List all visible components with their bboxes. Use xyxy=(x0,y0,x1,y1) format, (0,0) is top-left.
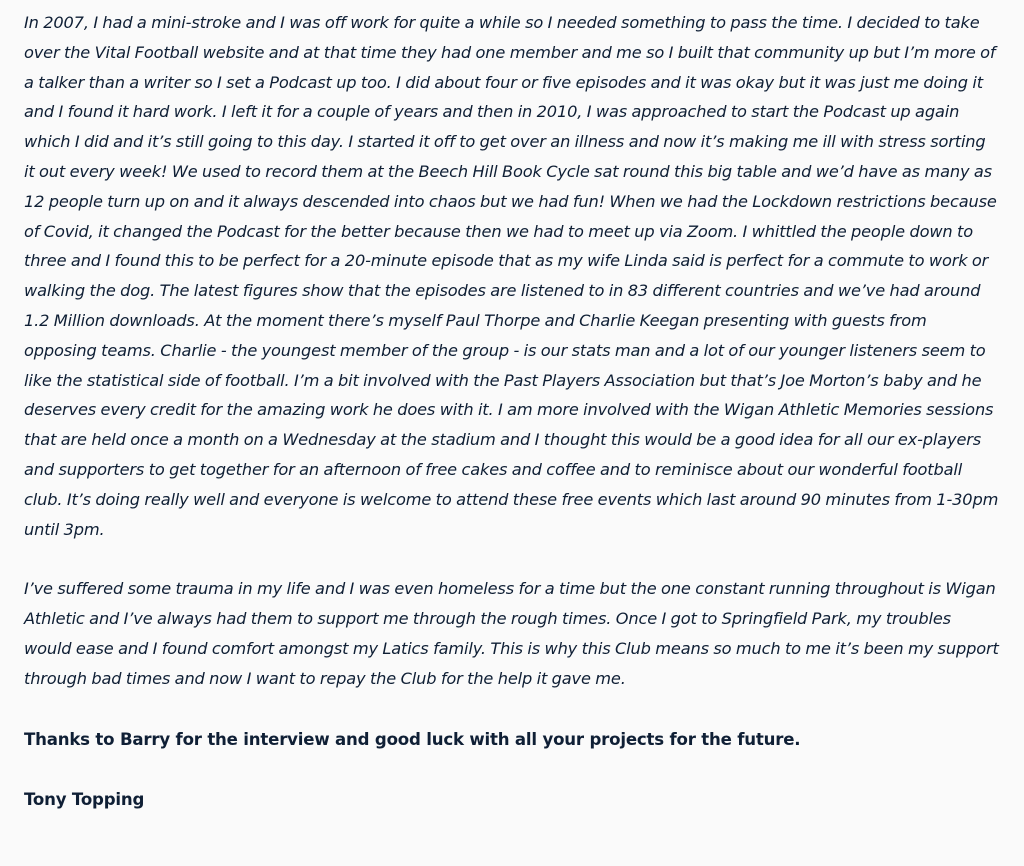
thanks-note: Thanks to Barry for the interview and good luck with all your projects for the future. xyxy=(24,729,801,749)
author-signature: Tony Topping xyxy=(24,789,145,809)
article-paragraph-support: I’ve suffered some trauma in my life and I was even homeless for a time but the one constant running throughout is Wigan Athletic and I’ve always had them to support me through the rough times. Once I got to Springfield Park, my troubles would ease and I found comfort amongst my Latics family. This is why this Club means so much to me it’s been my support through bad times and now I want to repay the Club for the help it gave me. xyxy=(24,579,999,688)
article-paragraph-podcast: In 2007, I had a mini-stroke and I was off work for quite a while so I needed something to pass the time. I decided to take over the Vital Football website and at that time they had one member and me so I built that community up but I’m more of a talker than a writer so I set a Podcast up too. I did about four or five episodes and it was okay but it was just me doing it and I found it hard work. I left it for a couple of years and then in 2010, I was approached to start the Podcast up again which I did and it’s still going to this day. I started it off to get over an illness and now it’s making me ill with stress sorting it out every week! We used to record them at the Beech Hill Book Cycle sat round this big table and we’d have as many as 12 people turn up on and it always descended into chaos but we had fun! When we had the Lockdown restrictions because of Covid, it changed the Podcast for the better because then we had to meet up via Zoom. I whittled the people down to three and I found this to be perfect for a 20-minute episode that as my wife Linda said is perfect for a commute to work or walking the dog. The latest figures show that the episodes are listened to in 83 different countries and we’ve had around 1.2 Million downloads. At the moment there’s myself Paul Thorpe and Charlie Keegan presenting with guests from opposing teams. Charlie - the youngest member of the group - is our stats man and a lot of our younger listeners seem to like the statistical side of football. I’m a bit involved with the Past Players Association but that’s Joe Morton’s baby and he deserves every credit for the amazing work he does with it. I am more involved with the Wigan Athletic Memories sessions that are held once a month on a Wednesday at the stadium and I thought this would be a good idea for all our ex-players and supporters to get together for an afternoon of free cakes and coffee and to reminisce about our wonderful football club. It’s doing really well and everyone is welcome to attend these free events which last around 90 minutes from 1-30pm until 3pm. xyxy=(24,13,999,539)
